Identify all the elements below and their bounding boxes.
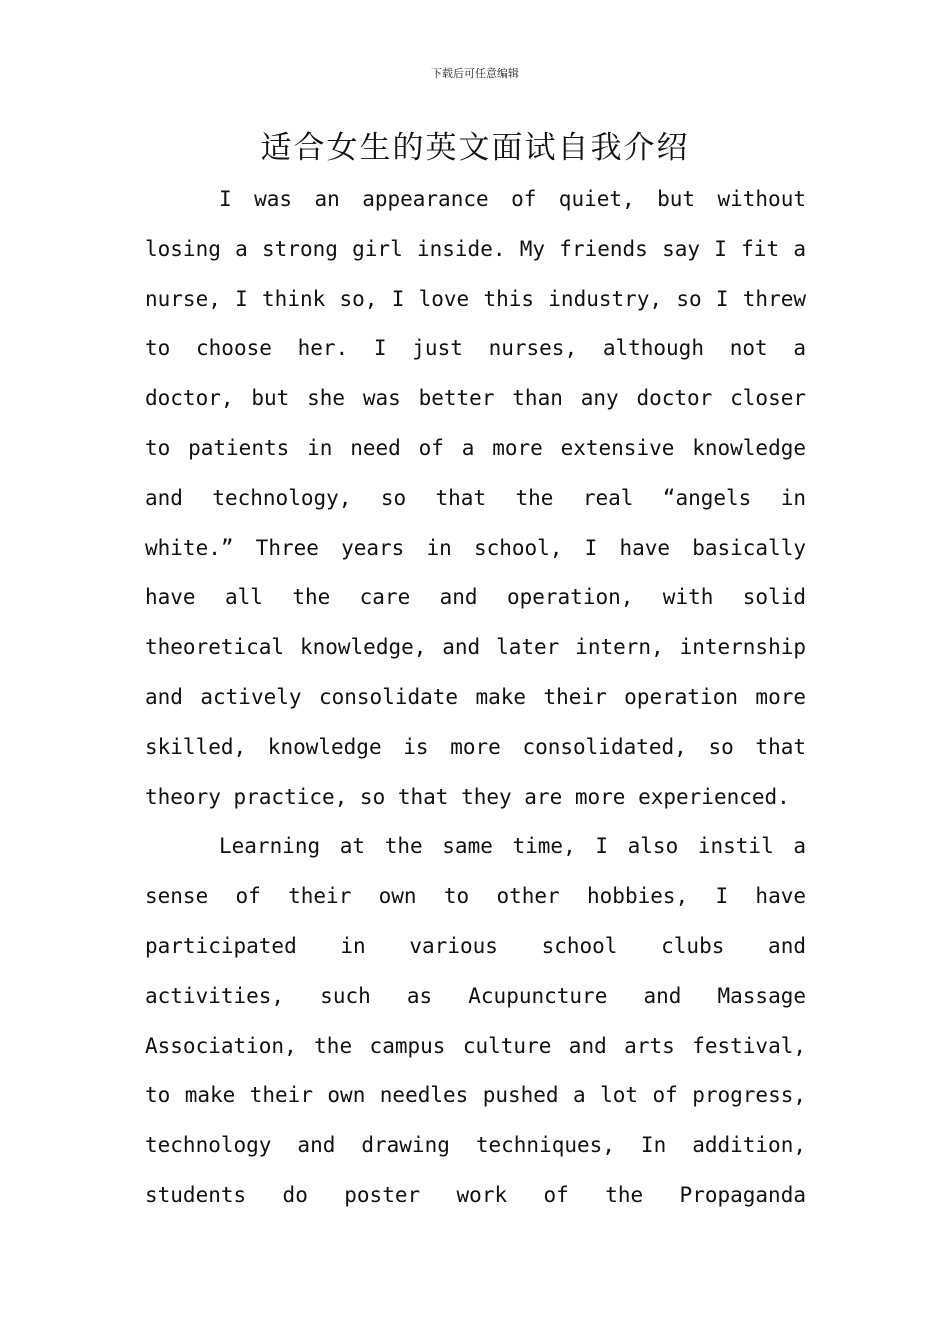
page-header-note: 下载后可任意编辑	[431, 67, 519, 80]
paragraph-2-line-3: participated in various school clubs and	[145, 933, 806, 958]
paragraph-2-line-7: technology and drawing techniques, In addition,	[145, 1133, 806, 1158]
paragraph-1-line-5: doctor, but she was better than any doctor closer	[145, 386, 806, 411]
paragraph-1-line-1: I was an appearance of quiet, but without	[219, 187, 806, 211]
paragraph-1-line-8: white.” Three years in school, I have basically	[145, 535, 806, 560]
document-body	[145, 175, 806, 1221]
paragraph-1-line-13: theory practice, so that they are more experienced.	[145, 784, 790, 809]
paragraph-2-line-2: sense of their own to other hobbies, I have	[145, 884, 806, 909]
paragraph-2-line-6: to make their own needles pushed a lot of progress,	[145, 1083, 806, 1108]
paragraph-2-line-5: Association, the campus culture and arts festival,	[145, 1033, 806, 1058]
paragraph-1-line-7: and technology, so that the real “angels in	[145, 485, 806, 510]
paragraph-1-line-12: skilled, knowledge is more consolidated, so that	[145, 734, 806, 759]
paragraph-1-line-11: and actively consolidate make their operation more	[145, 684, 806, 709]
paragraph-1-line-9: have all the care and operation, with solid	[145, 585, 806, 610]
paragraph-1-line-3: nurse, I think so, I love this industry, so I threw	[145, 286, 806, 311]
document-title: 适合女生的英文面试自我介绍	[260, 130, 690, 166]
paragraph-1-line-10: theoretical knowledge, and later intern, internship	[145, 635, 806, 660]
paragraph-1-line-2: losing a strong girl inside. My friends say I fit a	[145, 236, 806, 261]
paragraph-2-line-4: activities, such as Acupuncture and Massage	[145, 983, 806, 1008]
paragraph-1-line-6: to patients in need of a more extensive knowledge	[145, 435, 806, 460]
paragraph-2-line-8: students do poster work of the Propaganda	[145, 1182, 806, 1207]
paragraph-2-line-1: Learning at the same time, I also instil a	[219, 834, 806, 859]
paragraph-1-line-4: to choose her. I just nurses, although not a	[145, 336, 806, 361]
